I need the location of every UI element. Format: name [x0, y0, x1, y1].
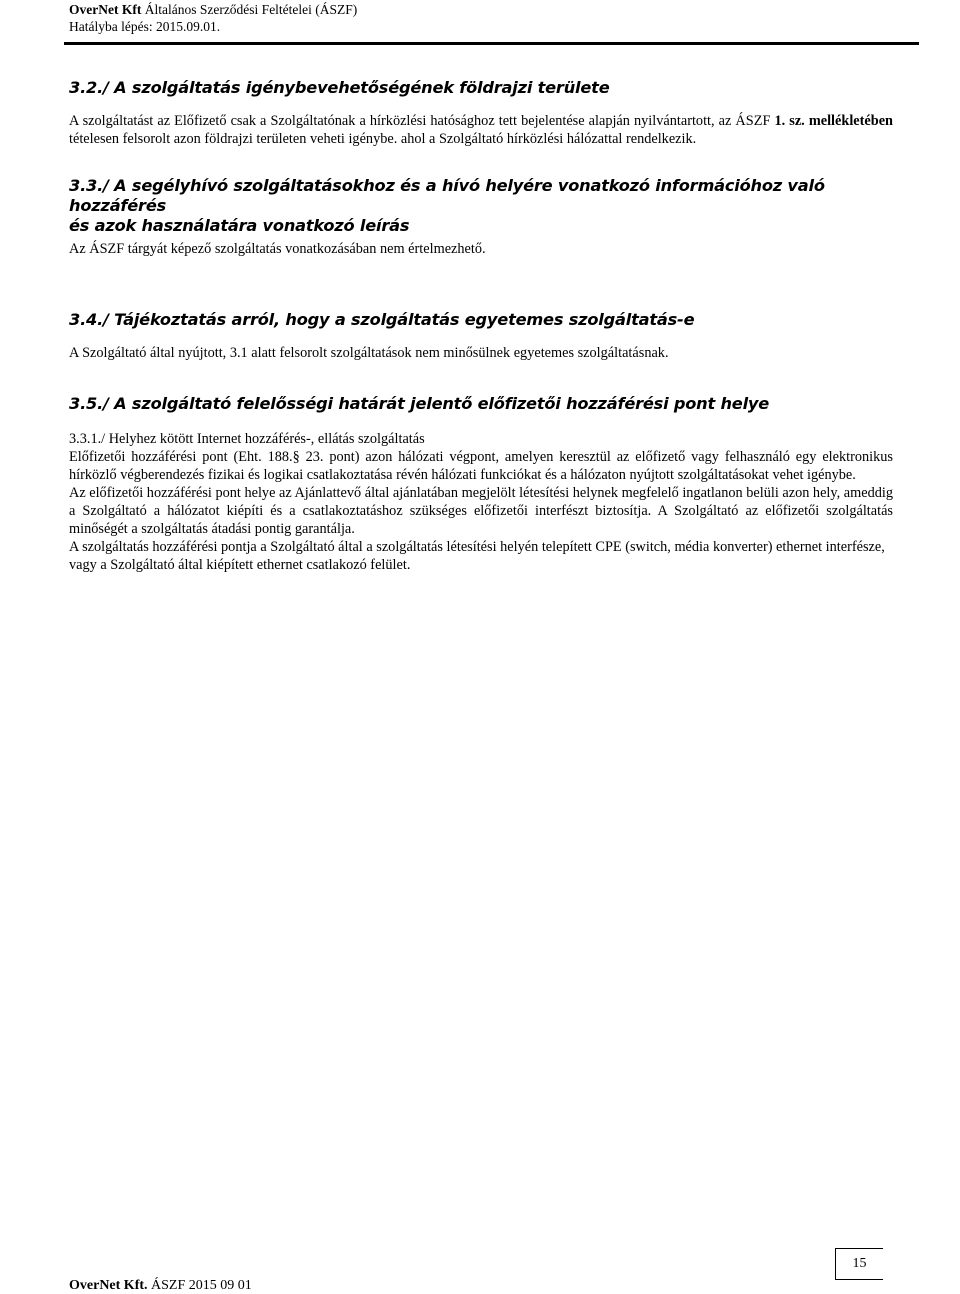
section-3-3-heading: [69, 176, 893, 236]
section-3-4-text: A Szolgáltató által nyújtott, 3.1 alatt felsorolt szolgáltatások nem minősülnek egyetemes szolgáltatásnak.: [69, 345, 669, 361]
section-3-5-subheading: 3.3.1./ Helyhez kötött Internet hozzáférés-, ellátás szolgáltatás: [69, 431, 425, 447]
section-3-3-heading-line2: és azok használatára vonatkozó leírás: [69, 216, 410, 235]
section-3-5-paragraph-3: A szolgáltatás hozzáférési pontja a Szolgáltató által a szolgáltatás létesítési helyén telepített CPE (switch, média konverter) ethernet interfésze, vagy a Szolgáltató által kiépített ethernet csatlakozó felület.: [69, 539, 885, 573]
header-title-line: [69, 1, 919, 18]
section-3-4-heading: 3.4./ Tájékoztatás arról, hogy a szolgáltatás egyetemes szolgáltatás-e: [69, 310, 695, 329]
header-company: OverNet Kft: [69, 2, 142, 17]
section-3-5-heading: 3.5./ A szolgáltató felelősségi határát jelentő előfizetői hozzáférési pont helye: [69, 394, 770, 413]
section-3-3-text: Az ÁSZF tárgyát képező szolgáltatás vonatkozásában nem értelmezhető.: [69, 241, 486, 257]
section-3-3-heading-line1: 3.3./ A segélyhívó szolgáltatásokhoz és a hívó helyére vonatkozó információhoz való hozzáférés: [69, 176, 825, 215]
footer-doc: ÁSZF 2015 09 01: [151, 1278, 252, 1293]
section-3-2-text: [69, 112, 893, 148]
page-footer: [69, 1278, 252, 1294]
section-3-2-text-b: tételesen felsorolt azon földrajzi területen veheti igénybe. ahol a Szolgáltató hírközlési hálózattal rendelkezik.: [69, 131, 697, 147]
section-3-5-paragraph-1: Előfizetői hozzáférési pont (Eht. 188.§ 23. pont) azon hálózati végpont, amelyen keresztül az előfizető vagy felhasználó egy elektronikus hírközlő végberendezés fizikai és logikai csatlakoztatása révén hálózati funkciókat és a hálózaton nyújtott szolgáltatásokat vehet igénybe.: [69, 449, 893, 483]
section-3-5-paragraph-2: Az előfizetői hozzáférési pont helye az Ajánlattevő által ajánlatában megjelölt létesítési helynek megfelelő ingatlanon belüli azon hely, ameddig a Szolgáltató a hálózatot kiépíti és a csatlakoztatáshoz szükséges előfizetői interfészt biztosítja. A Szolgáltató az előfizetői szolgáltatás minőségét a szolgáltatás átadási pontig garantálja.: [69, 485, 893, 537]
header-doc-title: Általános Szerződési Feltételei (ÁSZF): [144, 2, 358, 17]
section-3-2-annex-word: mellékletében: [808, 113, 893, 129]
section-3-2-annex-ref: 1. sz.: [774, 113, 805, 129]
section-3-2-heading: 3.2./ A szolgáltatás igénybevehetőségének földrajzi területe: [69, 78, 610, 97]
page-content: [69, 72, 893, 574]
header-divider: [64, 42, 919, 45]
header-effective-date: Hatályba lépés: 2015.09.01.: [69, 19, 221, 34]
footer-company: OverNet Kft.: [69, 1278, 148, 1293]
page-number: 15: [852, 1256, 867, 1271]
page-header: [69, 1, 919, 35]
page-number-box: [835, 1248, 883, 1280]
section-3-2-text-a: A szolgáltatást az Előfizető csak a Szolgáltatónak a hírközlési hatósághoz tett bejelentése alapján nyilvántartott, az ÁSZF: [69, 113, 775, 129]
